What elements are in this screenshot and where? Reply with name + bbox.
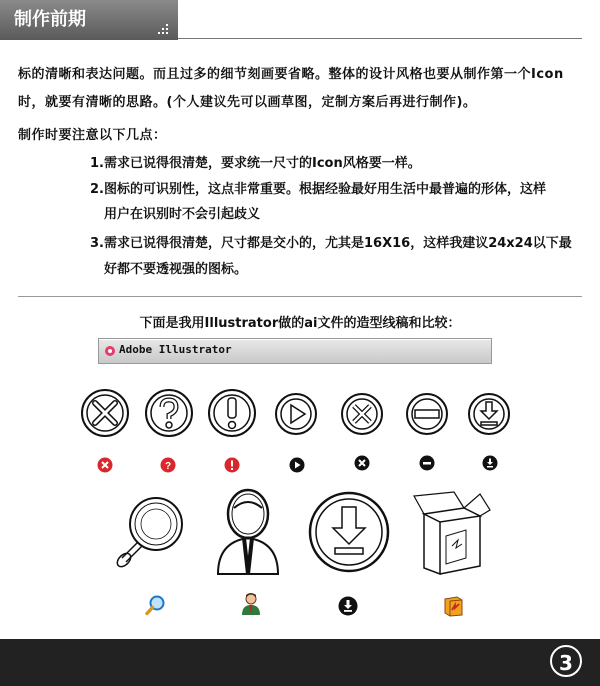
comparison-caption: 下面是我用Illustrator做的ai文件的造型线稿和比较： — [139, 316, 461, 331]
close-line-icon — [80, 388, 130, 438]
intro-line-1: 标的清晰和表达问题。而且过多的细节刻画要省略。整体的设计风格也要从制作第一个Icon — [18, 67, 564, 82]
section-tab — [0, 0, 178, 40]
page-footer — [0, 639, 600, 686]
download-icon — [482, 455, 498, 471]
illustrator-title: Adobe Illustrator — [119, 343, 232, 356]
note-2-line-2: 用户在识别时不会引起歧义 — [104, 207, 261, 222]
dots-decoration-icon — [156, 24, 170, 34]
search-icon — [145, 594, 167, 616]
play-line-icon — [274, 392, 318, 436]
alert-icon — [224, 457, 240, 473]
minus-icon — [419, 455, 435, 471]
download-large-icon — [338, 596, 358, 616]
section-divider — [18, 296, 582, 297]
intro-line-2: 时，就要有清晰的思路。(个人建议先可以画草图，定制方案后再进行制作)。 — [18, 95, 477, 110]
search-line-icon — [108, 492, 190, 574]
user-line-icon — [212, 486, 284, 578]
svg-text:?: ? — [164, 461, 172, 472]
play-icon — [289, 457, 305, 473]
illustrator-logo-icon — [104, 345, 116, 357]
page-number: 3 — [550, 645, 582, 677]
note-3-line-2: 好都不要透视强的图标。 — [104, 262, 248, 277]
close-icon — [97, 457, 113, 473]
close-small-line-icon — [340, 392, 384, 436]
help-line-icon — [144, 388, 194, 438]
note-1-line-1: 1.需求已说得很清楚，要求统一尺寸的Icon风格要一样。 — [90, 156, 421, 171]
minus-line-icon — [405, 392, 449, 436]
download-large-line-icon — [307, 490, 391, 574]
help-icon — [160, 457, 176, 473]
illustrator-title-bar — [98, 338, 492, 364]
note-2-line-1: 2.图标的可识别性，这点非常重要。根据经验最好用生活中最普遍的形体，这样 — [90, 182, 546, 197]
box-line-icon — [410, 486, 494, 578]
close-small-icon — [354, 455, 370, 471]
box-icon — [442, 593, 464, 617]
user-icon — [240, 592, 262, 616]
notes-heading: 制作时要注意以下几点： — [18, 128, 167, 143]
download-line-icon — [467, 392, 511, 436]
alert-line-icon — [207, 388, 257, 438]
note-3-line-1: 3.需求已说得很清楚，尺寸都是交小的，尤其是16X16，这样我建议24x24以下最 — [90, 236, 572, 251]
section-title: 制作前期 — [14, 9, 86, 30]
header-rule — [178, 38, 582, 39]
